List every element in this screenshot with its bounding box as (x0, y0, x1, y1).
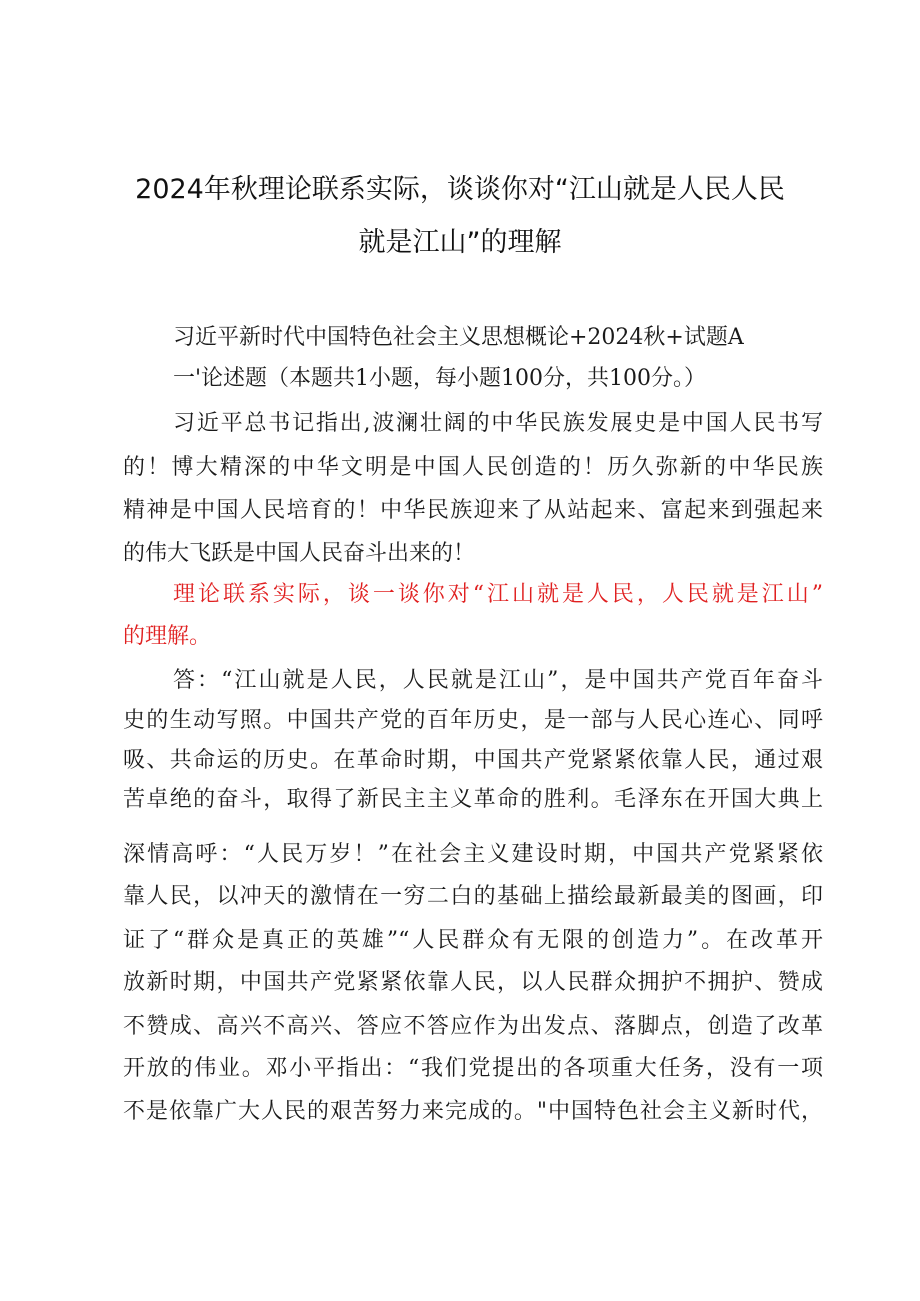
answer-line: 史的生动写照。中国共产党的百年历史，是一部与人民心连心、同呼 (123, 708, 823, 733)
answer-line: 答：“江山就是人民，人民就是江山”，是中国共产党百年奋斗 (173, 668, 823, 693)
answer-line: 证了“群众是真正的英雄”“人民群众有无限的创造力”。在改革开 (123, 928, 823, 953)
course-line: 习近平新时代中国特色社会主义思想概论+2024秋+试题A (173, 325, 744, 350)
answer-line: 深情高呼：“人民万岁！”在社会主义建设时期，中国共产党紧紧依 (123, 842, 823, 867)
question-line: 的理解。 (123, 624, 212, 649)
answer-line: 开放的伟业。邓小平指出：“我们党提出的各项重大任务，没有一项 (123, 1056, 823, 1081)
section-heading: 一'论述题（本题共1小题，每小题100分，共100分。） (173, 366, 707, 391)
answer-line: 不是依靠广大人民的艰苦努力来完成的。"中国特色社会主义新时代， (123, 1099, 823, 1124)
quote-line: 习近平总书记指出,波澜壮阔的中华民族发展史是中国人民书写 (173, 411, 823, 436)
question-line: 理论联系实际，谈一谈你对“江山就是人民，人民就是江山” (173, 582, 823, 607)
document-title-line-2: 就是江山”的理解 (358, 227, 562, 258)
answer-line: 靠人民，以冲天的激情在一穷二白的基础上描绘最新最美的图画，印 (123, 884, 823, 909)
answer-line: 不赞成、高兴不高兴、答应不答应作为出发点、落脚点，创造了改革 (123, 1014, 823, 1039)
answer-line: 苦卓绝的奋斗，取得了新民主主义革命的胜利。毛泽东在开国大典上 (123, 787, 823, 812)
answer-line: 放新时期，中国共产党紧紧依靠人民，以人民群众拥护不拥护、赞成 (123, 970, 823, 995)
answer-line: 吸、共命运的历史。在革命时期，中国共产党紧紧依靠人民，通过艰 (123, 748, 823, 773)
quote-line: 精神是中国人民培育的！中华民族迎来了从站起来、富起来到强起来 (123, 498, 823, 523)
document-title-line-1: 2024年秋理论联系实际，谈谈你对“江山就是人民人民 (135, 174, 785, 205)
quote-line: 的！博大精深的中华文明是中国人民创造的！历久弥新的中华民族 (123, 455, 823, 480)
quote-line: 的伟大飞跃是中国人民奋斗出来的！ (123, 541, 476, 566)
